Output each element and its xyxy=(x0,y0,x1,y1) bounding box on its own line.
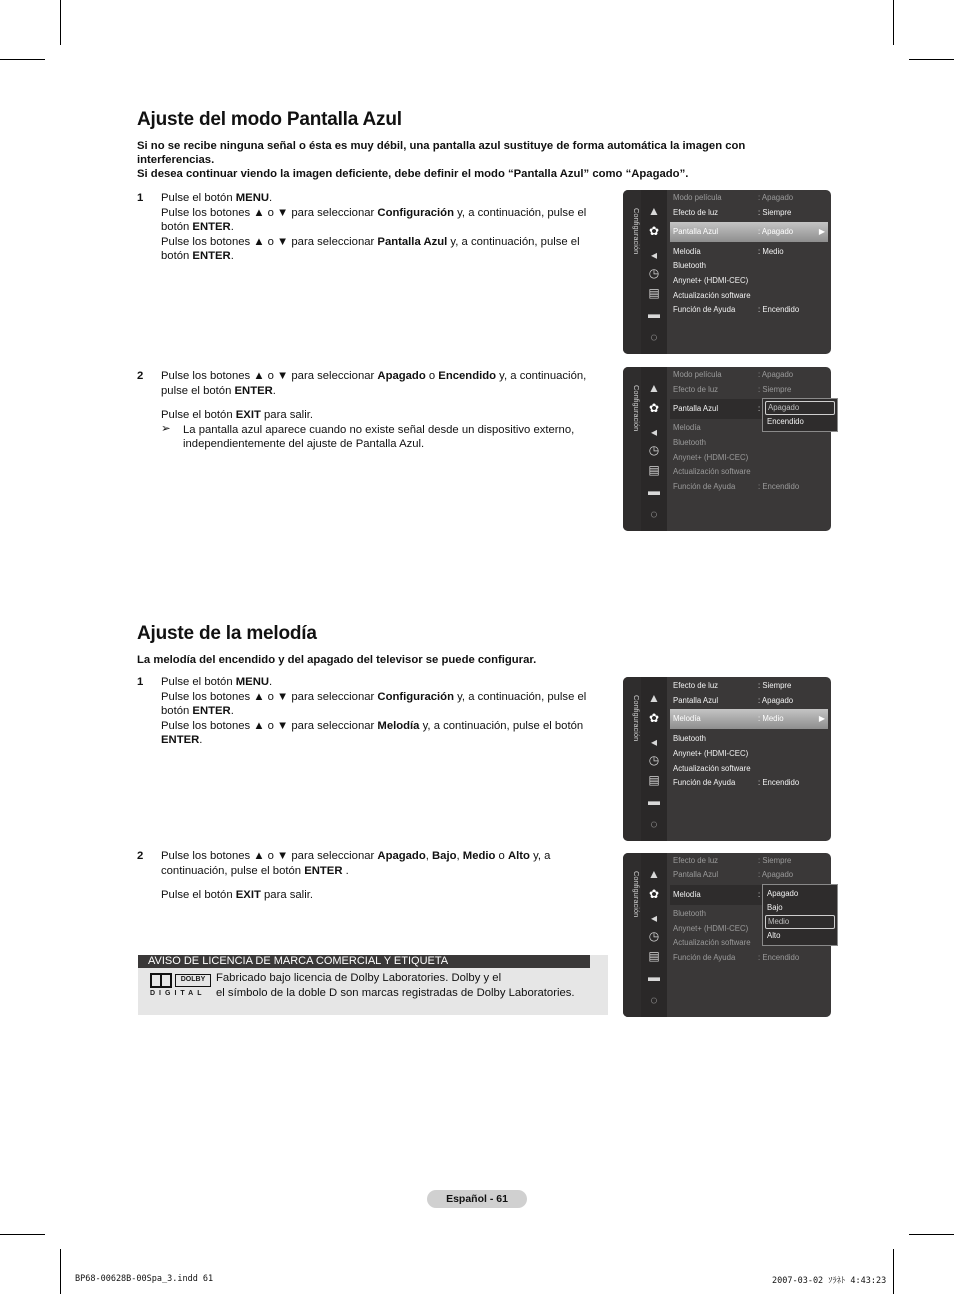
menu-row[interactable]: Pantalla Azul : Apagado xyxy=(673,870,794,879)
application-icon: ▤ xyxy=(648,949,660,963)
picture-icon: ▲ xyxy=(648,867,660,881)
menu-row[interactable]: Función de Ayuda : Encendido xyxy=(673,778,800,787)
power-icon: ◌ xyxy=(650,993,658,1007)
input-icon: ◷ xyxy=(648,266,660,280)
option-item-selected[interactable]: Apagado xyxy=(765,401,835,415)
section-intro: La melodía del encendido y del apagado del televisor se puede configurar. xyxy=(137,654,537,666)
crop-mark xyxy=(0,59,45,60)
crop-mark xyxy=(893,0,894,45)
setup-gear-icon: ✿ xyxy=(648,401,660,415)
menu-row[interactable]: Anynet+ (HDMI-CEC) xyxy=(673,749,749,758)
support-icon: ▬ xyxy=(648,970,660,984)
menu-row[interactable]: Bluetooth xyxy=(673,438,706,447)
step-number: 1 xyxy=(137,192,144,204)
menu-row-selected[interactable]: Pantalla Azul : xyxy=(670,399,828,419)
setup-gear-icon: ✿ xyxy=(648,887,660,901)
menu-row[interactable]: Bluetooth xyxy=(673,734,706,743)
menu-title: Configuración xyxy=(632,208,641,255)
picture-icon: ▲ xyxy=(648,691,660,705)
section-intro xyxy=(137,139,797,181)
step-number: 2 xyxy=(137,370,144,382)
crop-mark xyxy=(909,59,954,60)
menu-row[interactable]: Efecto de luz : Siempre xyxy=(673,681,792,690)
option-item[interactable]: Apagado xyxy=(767,889,799,898)
menu-row-selected[interactable]: Melodía : Medio ▶ xyxy=(670,709,828,729)
instruction-line: Pulse los botones ▲ o ▼ para seleccionar Configuración y, a continuación, pulse el botón ENTER. xyxy=(161,690,587,718)
menu-row[interactable]: Bluetooth xyxy=(673,909,706,918)
option-popup xyxy=(762,884,838,946)
instruction-line: Pulse el botón MENU. xyxy=(161,676,273,688)
application-icon: ▤ xyxy=(648,773,660,787)
input-icon: ◷ xyxy=(648,753,660,767)
menu-row[interactable]: Modo película : Apagado xyxy=(673,370,794,379)
menu-row[interactable]: Función de Ayuda : Encendido xyxy=(673,953,800,962)
footer-timestamp: 2007-03-02 ｿﾗﾈﾄ 4:43:23 xyxy=(772,1276,887,1286)
option-item[interactable]: Encendido xyxy=(767,417,804,426)
note-arrow-icon: ➢ xyxy=(161,422,171,435)
menu-row[interactable]: Actualización software xyxy=(673,467,751,476)
support-icon: ▬ xyxy=(648,484,660,498)
note xyxy=(161,423,607,452)
footer-file-info: BP68-00628B-00Spa_3.indd 61 xyxy=(75,1274,214,1284)
channel-icon: ◂ xyxy=(650,248,658,262)
power-icon: ◌ xyxy=(650,330,658,344)
instruction-line: Pulse los botones ▲ o ▼ para seleccionar Pantalla Azul y, a continuación, pulse el botón ENTER. xyxy=(161,235,580,263)
instruction-line: Pulse el botón EXIT para salir. xyxy=(161,889,313,902)
menu-row[interactable]: Actualización software xyxy=(673,764,751,773)
power-icon: ◌ xyxy=(650,507,658,521)
license-text: Fabricado bajo licencia de Dolby Laboratories. Dolby y el el símbolo de la doble D son marcas registradas de Dolby Laboratories. xyxy=(216,972,575,999)
channel-icon: ◂ xyxy=(650,911,658,925)
note-text: La pantalla azul aparece cuando no existe señal desde un dispositivo externo, independientemente del ajuste de Pantalla Azul. xyxy=(183,423,575,451)
menu-row-selected[interactable]: Melodía : xyxy=(670,885,828,905)
menu-row[interactable]: Anynet+ (HDMI-CEC) xyxy=(673,924,749,933)
picture-icon: ▲ xyxy=(648,381,660,395)
application-icon: ▤ xyxy=(648,286,660,300)
crop-mark xyxy=(60,1249,61,1294)
menu-row[interactable]: Efecto de luz : Siempre xyxy=(673,208,792,217)
dolby-logo-word: DOLBY xyxy=(175,974,211,987)
tv-menu-screenshot xyxy=(623,677,831,841)
power-icon: ◌ xyxy=(650,817,658,831)
step-2 xyxy=(137,849,607,903)
menu-row[interactable]: Efecto de luz : Siempre xyxy=(673,385,792,394)
intro-paragraph: Si no se recibe ninguna señal o ésta es muy débil, una pantalla azul sustituye de forma automática la imagen con interferencias. xyxy=(137,140,746,166)
dolby-logo-subtitle: DIGITAL xyxy=(150,990,206,997)
picture-icon: ▲ xyxy=(648,204,660,218)
menu-row[interactable]: Efecto de luz : Siempre xyxy=(673,856,792,865)
instruction-line: Pulse los botones ▲ o ▼ para seleccionar Apagado, Bajo, Medio o Alto y, a continuación, pulse el botón ENTER . xyxy=(161,850,551,877)
application-icon: ▤ xyxy=(648,463,660,477)
menu-row[interactable]: Bluetooth xyxy=(673,261,706,270)
intro-paragraph: Si desea continuar viendo la imagen deficiente, debe definir el modo “Pantalla Azul” como “Apagado”. xyxy=(137,168,689,180)
menu-row[interactable]: Anynet+ (HDMI-CEC) xyxy=(673,276,749,285)
menu-title: Configuración xyxy=(632,695,641,742)
instruction-line: Pulse los botones ▲ o ▼ para seleccionar Apagado o Encendido y, a continuación, pulse el botón ENTER. xyxy=(161,370,587,397)
step-number: 1 xyxy=(137,676,144,688)
option-item-selected[interactable]: Medio xyxy=(765,915,835,929)
menu-row-selected[interactable]: Pantalla Azul : Apagado ▶ xyxy=(670,222,828,242)
section-title-melody: Ajuste de la melodía xyxy=(137,623,317,644)
menu-row[interactable]: Melodía : Medio xyxy=(673,247,784,256)
menu-row[interactable]: Función de Ayuda : Encendido xyxy=(673,482,800,491)
menu-row[interactable]: Modo película : Apagado xyxy=(673,193,794,202)
page-number: Español - 61 xyxy=(427,1190,527,1208)
step-2 xyxy=(137,369,607,452)
channel-icon: ◂ xyxy=(650,425,658,439)
step-number: 2 xyxy=(137,850,144,862)
option-item[interactable]: Alto xyxy=(767,931,781,940)
tv-menu-screenshot xyxy=(623,367,831,531)
menu-row[interactable]: Actualización software xyxy=(673,938,751,947)
crop-mark xyxy=(0,1234,45,1235)
instruction-line: Pulse el botón MENU. xyxy=(161,192,273,204)
menu-row[interactable]: Actualización software xyxy=(673,291,751,300)
menu-title: Configuración xyxy=(632,871,641,918)
instruction-line: Pulse los botones ▲ o ▼ para seleccionar Configuración y, a continuación, pulse el botón ENTER. xyxy=(161,206,587,234)
menu-row[interactable]: Anynet+ (HDMI-CEC) xyxy=(673,453,749,462)
menu-row[interactable]: Función de Ayuda : Encendido xyxy=(673,305,800,314)
dolby-digital-logo xyxy=(150,973,212,999)
section-title-blue-screen: Ajuste del modo Pantalla Azul xyxy=(137,109,402,130)
arrow-right-icon: ▶ xyxy=(818,714,825,723)
support-icon: ▬ xyxy=(648,794,660,808)
license-notice xyxy=(138,955,608,1015)
crop-mark xyxy=(909,1234,954,1235)
step-1 xyxy=(137,675,607,748)
channel-icon: ◂ xyxy=(650,735,658,749)
option-popup xyxy=(762,398,838,432)
option-item[interactable]: Bajo xyxy=(767,903,783,912)
menu-row[interactable]: Melodía xyxy=(673,423,701,432)
double-d-icon xyxy=(150,973,172,988)
arrow-right-icon: ▶ xyxy=(818,227,825,236)
tv-menu-screenshot xyxy=(623,190,831,354)
menu-title: Configuración xyxy=(632,385,641,432)
input-icon: ◷ xyxy=(648,443,660,457)
support-icon: ▬ xyxy=(648,307,660,321)
setup-gear-icon: ✿ xyxy=(648,711,660,725)
crop-mark xyxy=(60,0,61,45)
license-heading: AVISO DE LICENCIA DE MARCA COMERCIAL Y ETIQUETA xyxy=(138,955,590,968)
instruction-line: Pulse los botones ▲ o ▼ para seleccionar Melodía y, a continuación, pulse el botón ENTER. xyxy=(161,719,584,747)
crop-mark xyxy=(893,1249,894,1294)
setup-gear-icon: ✿ xyxy=(648,224,660,238)
instruction-line: Pulse el botón EXIT para salir. xyxy=(161,409,313,422)
menu-row[interactable]: Pantalla Azul : Apagado xyxy=(673,696,794,705)
step-1 xyxy=(137,191,607,264)
input-icon: ◷ xyxy=(648,929,660,943)
